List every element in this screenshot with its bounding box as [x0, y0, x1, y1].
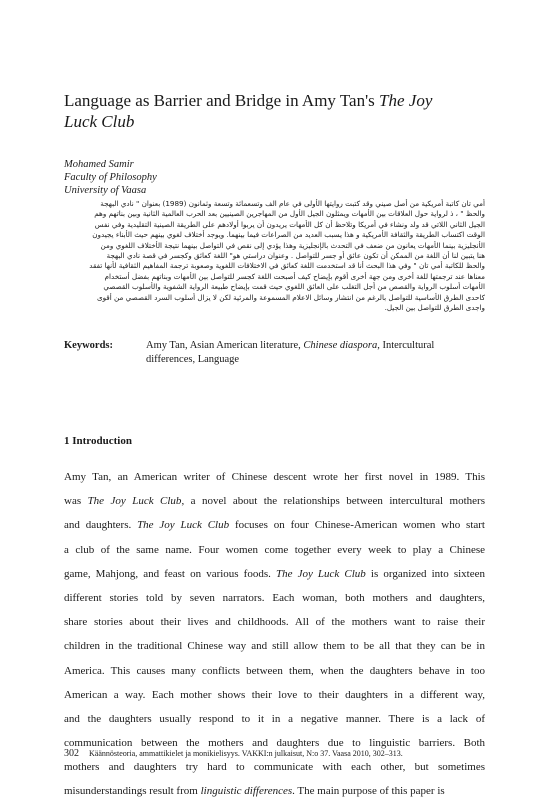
paper-title [64, 90, 444, 132]
body-line: America. This causes many conflicts between them, when the daughters behave in too [64, 664, 485, 677]
keywords-label: Keywords: [64, 340, 113, 351]
body-line [64, 779, 485, 803]
page-number: 302 [64, 748, 79, 759]
arabic-abstract-line: واجدى الطرق للتواصل بين الجيل. [384, 303, 485, 313]
body-line: different stories told by seven narrators. Each woman, both mothers and daughters, [64, 591, 485, 604]
body-line-italic: linguistic differences [200, 785, 293, 798]
body-line: communication between the mothers and daughters due to linguistic barriers. Both [64, 737, 485, 750]
body-line-text: misunderstandings result from [64, 785, 201, 798]
arabic-abstract-line: أمي تان كاتبة أمريكية من أصل صيني وقد كتبت روايتها الأولى في عام الف وتسعمائة وتسعة وثمانون (1989) بعنوان " نادي البهجة [100, 199, 485, 208]
body-line-italic: The Joy Luck Club [137, 519, 230, 532]
body-line-text: is organized into sixteen [365, 567, 485, 580]
author-faculty: Faculty of Philosophy [64, 172, 157, 183]
arabic-abstract-line: الأمهات أسلوب الرواية والقصص من أجل التغلب على العائق اللغوي حيث قمت بإيضاح طبيعة الرواية الشفوية والأسلوب القصصي [103, 282, 485, 292]
body-line [64, 513, 485, 537]
body-line: Amy Tan, an American writer of Chinese descent wrote her first novel in 1989. This [64, 471, 485, 483]
body-line: and the daughters usually respond to it in a negative manner. There is a lack of [64, 712, 485, 725]
body-line-text: and daughters. [64, 519, 138, 532]
body-line [64, 489, 485, 513]
keywords-after: , Intercultural differences, Language [146, 340, 435, 365]
body-line-text: focuses on four Chinese-American women who start [229, 519, 485, 532]
body-line: share stories about their lives and childhoods. All of the mothers want to raise their [64, 616, 485, 629]
title-italic: The Joy Luck Club [64, 91, 433, 131]
body-line: mothers and daughters try hard to communicate with each other, but sometimes [64, 761, 485, 774]
body-line-italic: The Joy Luck Club [87, 495, 182, 508]
page-footer [64, 748, 494, 759]
arabic-abstract-line: والحظ " ، ذ لرواية حول العلاقات بين الأمهات ويمثلون الجيل الأول من المهاجرين الصينيين بعد الحرب العالمية الثانية وبين بناتهم وهم [94, 209, 485, 219]
keywords-before: Amy Tan, Asian American literature, [146, 340, 304, 351]
body-line: American a way. Each mother shows their love to their daughters in a different way, [64, 688, 485, 701]
author-name: Mohamed Samir [64, 159, 134, 170]
arabic-abstract-line: الأنجليزية بينما الأمهات يعانون من ضعف في التحدث بالإنجليزية وهذا يؤدي إلى نقص في التواصل بينهما نتيجة الأختلاف اللغوي ومن [100, 240, 485, 250]
body-line-text: . The main purpose of this paper is [292, 785, 445, 798]
body-line: a club of the same name. Four women come together every week to play a Chinese [64, 543, 485, 556]
arabic-abstract-line: الوقت اكتساب الطريقة والثقافة الأمريكية و هذا يسبب العديد من الصراعات فيما بينهما. ويوجد أختلاف لغوي بينهم حيث الأبناء يجيدون [92, 230, 485, 240]
arabic-abstract-line: هنا يتبين لنا أن اللغة من الممكن أن تكون عائق أو جسر للتواصل . وعنوان دراستي هو" اللغة كعائق وكجسر في قصة نادي البهجة [106, 251, 485, 261]
body-line-italic: The Joy Luck Club [275, 567, 366, 580]
body-line: children in the traditional Chinese way and still allow them to be all that they can be in [64, 640, 485, 653]
arabic-abstract-line: معناها عند ترجمتها للغة أخرى ومن جهة أخرى أقوم بإيضاح كيف أصبحت اللغة كجسر للتواصل بين الأمهات وبناتهم بفضل أستخدام [104, 271, 485, 281]
section-heading: 1 Introduction [64, 435, 132, 447]
arabic-abstract-line: كاحدى الطرق الأساسية للتواصل بالرغم من انتشار وسائل الاعلام المسموعة والمرئية لكن لا يزال أسلوب السرد القصصي من أقوى [96, 292, 485, 302]
arabic-abstract [64, 199, 485, 313]
footer-citation: Käännösteoria, ammattikielet ja monikielisyys. VAKKI:n julkaisut, N:o 37. Vaasa 2010, 302–313. [89, 749, 403, 758]
arabic-abstract-line: الجيل الثاني اللاتي قد ولد ونشاء في أمريكا وتلاحظ أن كل الأمهات يريدون أن يربوا أولادهم على الطريقة الصينية التقليدية وفي نفس [94, 219, 485, 229]
body-line [64, 562, 485, 586]
keywords-italic: Chinese diaspora [303, 340, 378, 351]
body-line-text: game, Mahjong, and feast on various foods. [64, 567, 276, 580]
keywords-text [146, 339, 486, 367]
body-line-text: , a novel about the relationships between intercultural mothers [181, 495, 485, 508]
author-block [64, 158, 157, 197]
title-main: Language as Barrier and Bridge in Amy Tan's [64, 91, 380, 110]
arabic-abstract-line: والحظ للكاتبة أمي تان " وفي هذا البحث أنا قد استخدمت اللغة كعائق في الاختلافات اللغوية وصعوبة ترجمة المفاهيم الثقافية لأنها تفقد [89, 261, 485, 271]
author-university: University of Vaasa [64, 185, 147, 196]
body-line-text: was [64, 495, 88, 508]
